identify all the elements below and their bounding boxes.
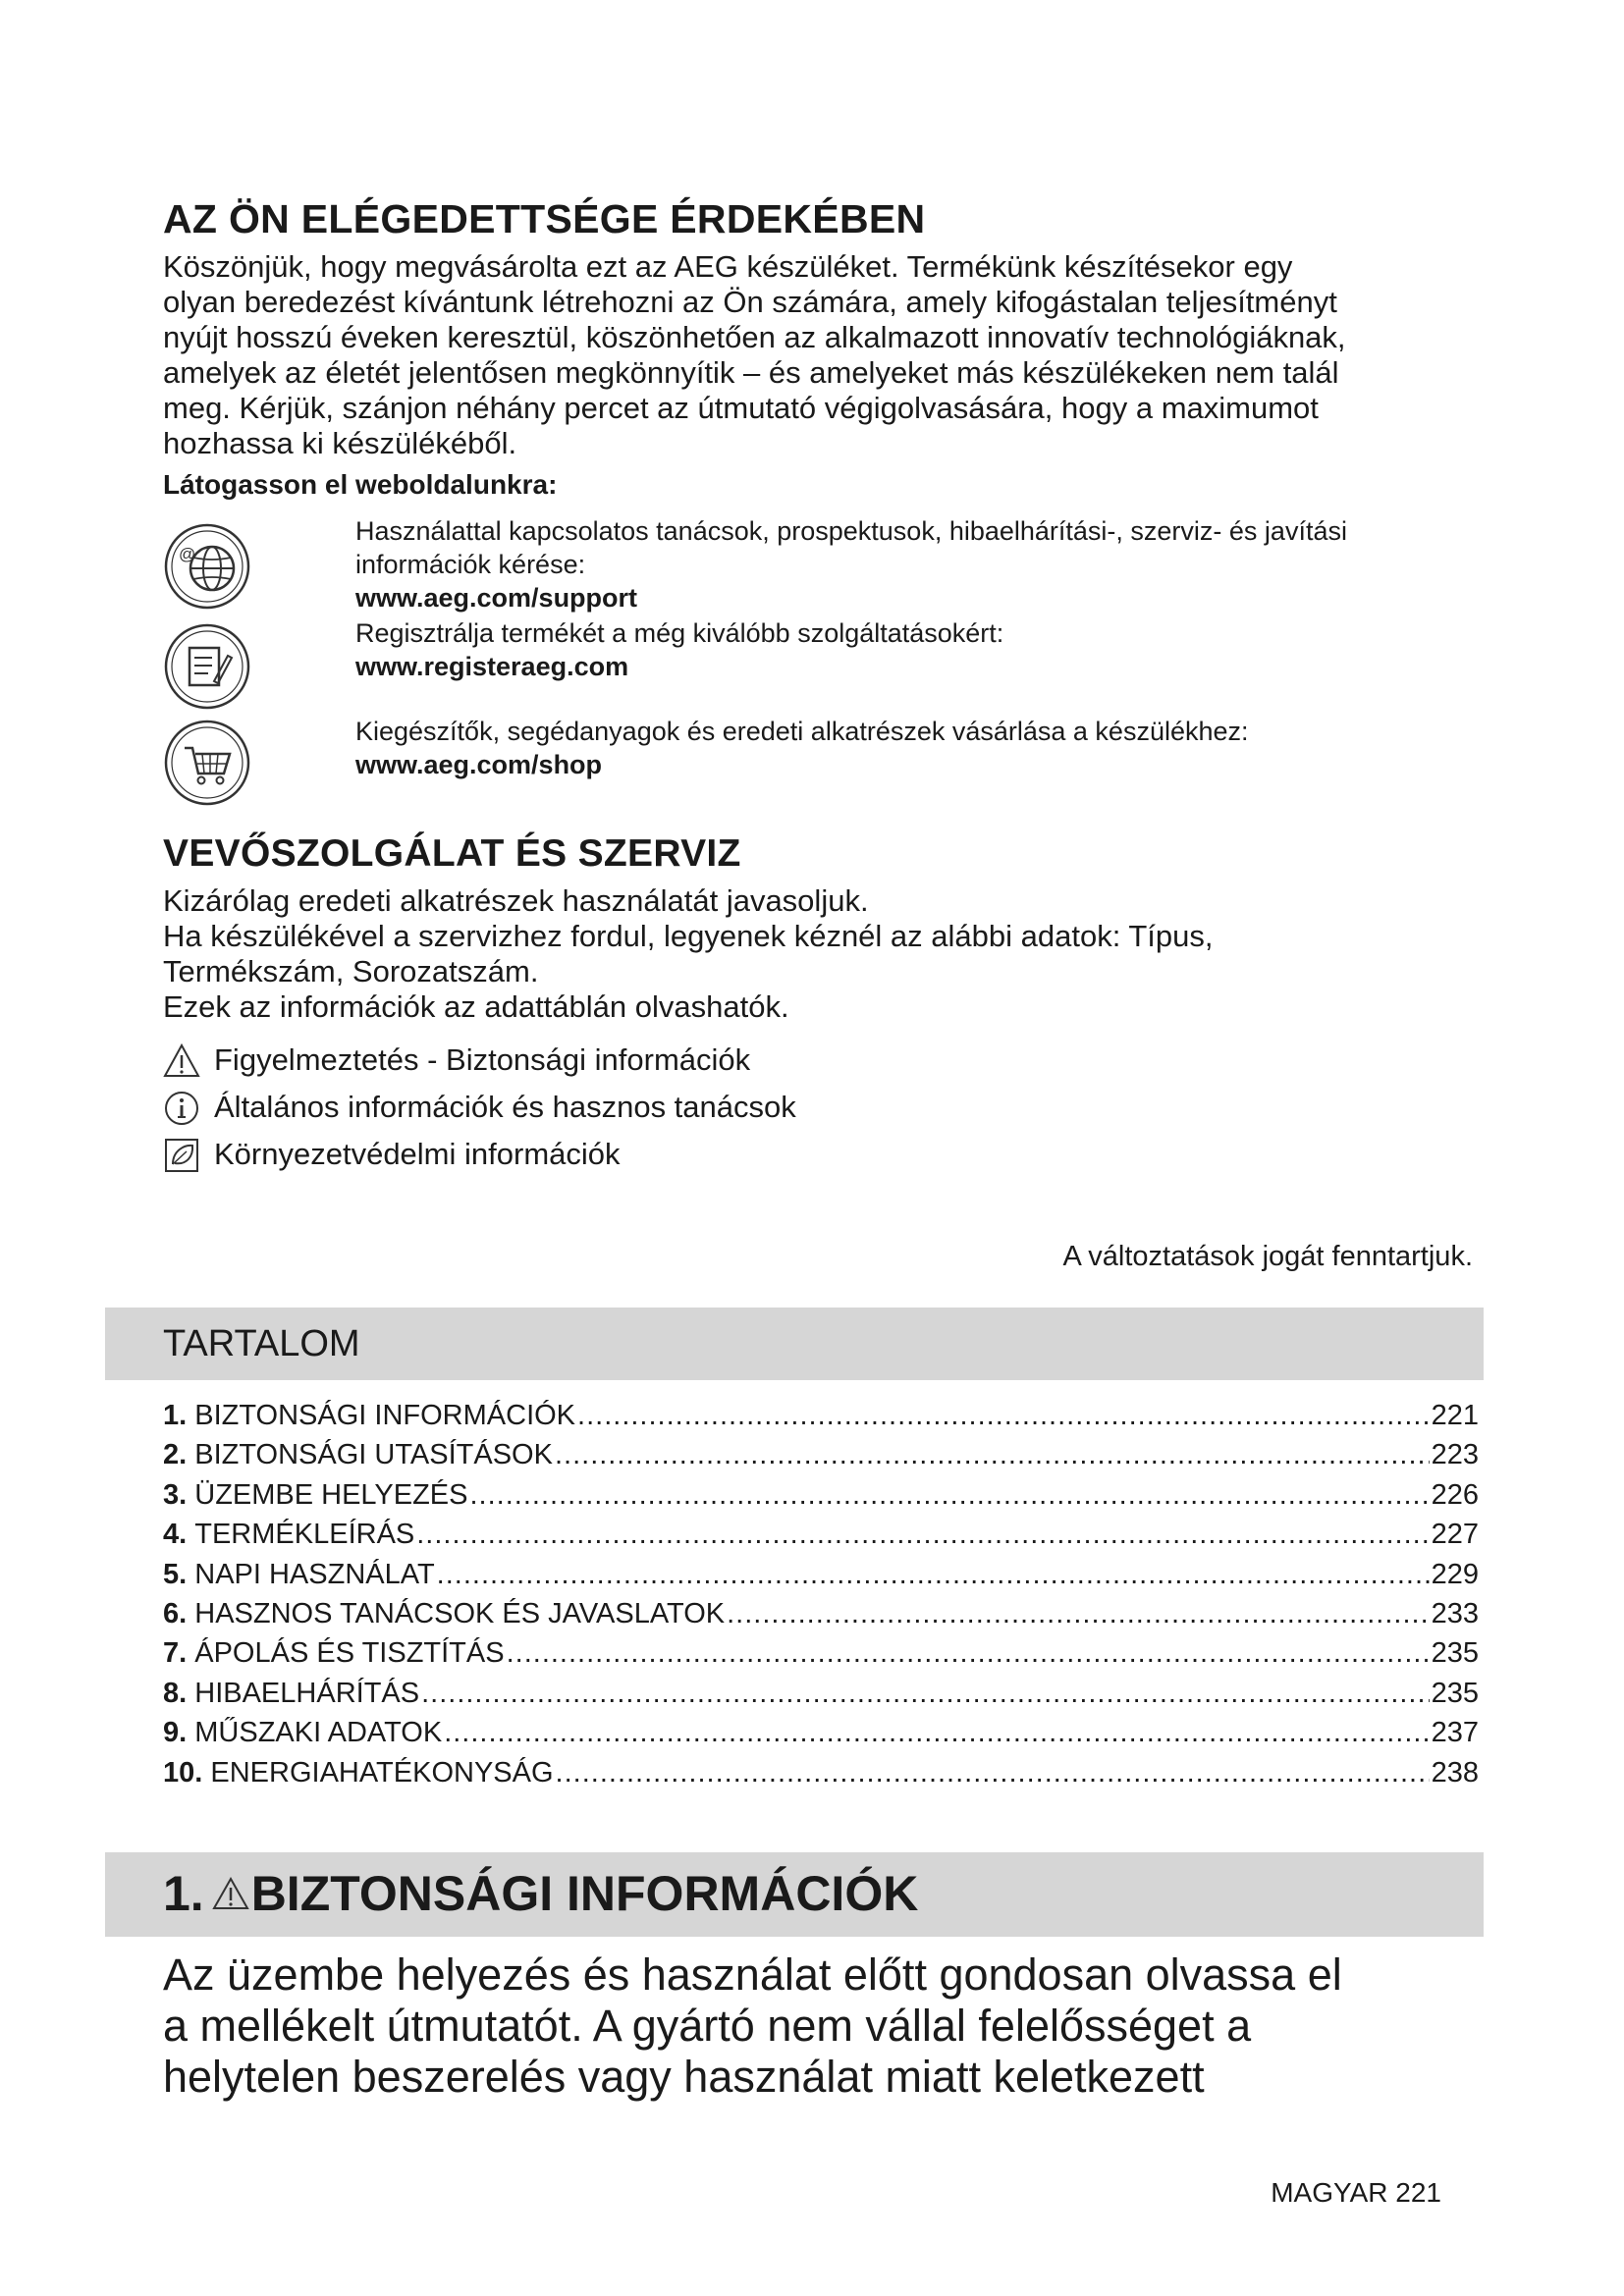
page-footer: MAGYAR 221 bbox=[1271, 2177, 1441, 2208]
toc-item[interactable] bbox=[163, 1753, 1479, 1792]
service-heading: VEVŐSZOLGÁLAT ÉS SZERVIZ bbox=[163, 832, 741, 875]
rights-reserved-note: A változtatások jogát fenntartjuk. bbox=[1062, 1241, 1473, 1272]
intro-line: olyan beredezést kívántunk létrehozni az Ön számára, amely kifogástalan teljesítményt bbox=[163, 285, 1337, 319]
service-line: Kizárólag eredeti alkatrészek használatát javasoljuk. bbox=[163, 883, 869, 918]
toc-leader-dots bbox=[727, 1594, 1429, 1633]
toc-item-label: TERMÉKLEÍRÁS bbox=[194, 1519, 415, 1551]
toc-item-number: 9. bbox=[163, 1717, 188, 1749]
toc-item-page: 229 bbox=[1431, 1558, 1479, 1590]
info-icon bbox=[163, 1090, 200, 1127]
toc-item-number: 3. bbox=[163, 1478, 188, 1511]
toc-item-page: 221 bbox=[1431, 1400, 1479, 1431]
environment-icon bbox=[163, 1137, 200, 1174]
toc-leader-dots bbox=[556, 1753, 1430, 1792]
section-1-line: helytelen beszerelés vagy használat miatt keletkezett bbox=[163, 2052, 1205, 2102]
shop-description: Kiegészítők, segédanyagok és eredeti alkatrészek vásárlása a készülékhez: bbox=[355, 717, 1249, 746]
globe-icon bbox=[163, 522, 251, 611]
warning-icon bbox=[212, 1876, 249, 1911]
toc-item-number: 6. bbox=[163, 1597, 188, 1629]
toc-leader-dots bbox=[421, 1674, 1430, 1713]
shopping-cart-icon bbox=[163, 719, 251, 807]
section-1-intro bbox=[163, 1949, 1489, 2103]
toc-item-page: 238 bbox=[1431, 1756, 1479, 1789]
toc-item-label: MŰSZAKI ADATOK bbox=[194, 1717, 443, 1749]
section-1-heading bbox=[163, 1865, 918, 1922]
service-line: Termékszám, Sorozatszám. bbox=[163, 954, 539, 988]
legend-info bbox=[163, 1086, 1047, 1129]
legend-environment-text: Környezetvédelmi információk bbox=[214, 1137, 621, 1171]
legend-warning-text: Figyelmeztetés - Biztonsági információk bbox=[214, 1042, 751, 1077]
intro-line: nyújt hosszú éveken keresztül, köszönhetően az alkalmazott innovatív technológiáknak, bbox=[163, 320, 1346, 354]
warning-icon bbox=[163, 1042, 200, 1080]
service-paragraph bbox=[163, 883, 1439, 1025]
toc-item-number: 4. bbox=[163, 1519, 188, 1551]
toc-item[interactable] bbox=[163, 1674, 1479, 1713]
toc-item-page: 233 bbox=[1431, 1597, 1479, 1629]
intro-line: Köszönjük, hogy megvásárolta ezt az AEG készüléket. Termékünk készítésekor egy bbox=[163, 249, 1293, 284]
support-url-link[interactable]: www.aeg.com/support bbox=[355, 583, 638, 613]
toc-item-label: HIBAELHÁRÍTÁS bbox=[194, 1677, 420, 1709]
section-1-number: 1. bbox=[163, 1866, 204, 1921]
legend-info-text: Általános információk és hasznos tanácsok bbox=[214, 1090, 796, 1124]
toc-item-label: BIZTONSÁGI UTASÍTÁSOK bbox=[194, 1439, 553, 1471]
legend-warning bbox=[163, 1039, 1047, 1082]
shop-url-link[interactable]: www.aeg.com/shop bbox=[355, 750, 603, 779]
toc-leader-dots bbox=[416, 1515, 1429, 1554]
toc-item-label: ÁPOLÁS ÉS TISZTÍTÁS bbox=[194, 1637, 505, 1670]
toc-leader-dots bbox=[470, 1475, 1430, 1515]
toc-item-page: 223 bbox=[1431, 1439, 1479, 1471]
toc-item[interactable] bbox=[163, 1515, 1479, 1554]
service-line: Ha készülékével a szervizhez fordul, legyenek kéznél az alábbi adatok: Típus, bbox=[163, 919, 1214, 953]
table-of-contents bbox=[163, 1396, 1479, 1792]
toc-leader-dots bbox=[437, 1555, 1430, 1594]
section-1-line: Az üzembe helyezés és használat előtt gondosan olvassa el bbox=[163, 1949, 1342, 2000]
section-1-title: BIZTONSÁGI INFORMÁCIÓK bbox=[250, 1866, 919, 1921]
toc-item-number: 8. bbox=[163, 1677, 188, 1709]
toc-item-label: ÜZEMBE HELYEZÉS bbox=[194, 1478, 468, 1511]
toc-item-page: 237 bbox=[1431, 1717, 1479, 1749]
register-description: Regisztrálja termékét a még kiválóbb szolgáltatásokért: bbox=[355, 618, 1004, 648]
toc-item-number: 2. bbox=[163, 1439, 188, 1471]
toc-item-page: 235 bbox=[1431, 1637, 1479, 1670]
toc-item[interactable] bbox=[163, 1396, 1479, 1435]
toc-title: TARTALOM bbox=[163, 1323, 360, 1364]
toc-leader-dots bbox=[507, 1633, 1430, 1673]
toc-leader-dots bbox=[577, 1396, 1430, 1435]
toc-leader-dots bbox=[444, 1713, 1429, 1752]
intro-line: hozhassa ki készülékéből. bbox=[163, 426, 517, 460]
toc-leader-dots bbox=[555, 1435, 1430, 1474]
satisfaction-heading: AZ ÖN ELÉGEDETTSÉGE ÉRDEKÉBEN bbox=[163, 196, 926, 241]
legend-environment bbox=[163, 1133, 1047, 1176]
service-line: Ezek az információk az adattáblán olvashatók. bbox=[163, 989, 789, 1024]
register-icon bbox=[163, 622, 251, 711]
toc-item-label: BIZTONSÁGI INFORMÁCIÓK bbox=[194, 1400, 576, 1431]
toc-item[interactable] bbox=[163, 1555, 1479, 1594]
toc-item[interactable] bbox=[163, 1713, 1479, 1752]
toc-item-label: NAPI HASZNÁLAT bbox=[194, 1558, 435, 1590]
support-description-cont: információk kérése: bbox=[355, 550, 586, 579]
toc-item[interactable] bbox=[163, 1435, 1479, 1474]
section-1-line: a mellékelt útmutatót. A gyártó nem vállal felelősséget a bbox=[163, 2001, 1252, 2051]
toc-item-page: 235 bbox=[1431, 1677, 1479, 1709]
toc-item-page: 227 bbox=[1431, 1519, 1479, 1551]
toc-item[interactable] bbox=[163, 1594, 1479, 1633]
toc-item[interactable] bbox=[163, 1633, 1479, 1673]
register-url-link[interactable]: www.registeraeg.com bbox=[355, 652, 629, 681]
toc-item[interactable] bbox=[163, 1475, 1479, 1515]
toc-item-number: 1. bbox=[163, 1400, 188, 1431]
toc-item-label: ENERGIAHATÉKONYSÁG bbox=[210, 1756, 554, 1789]
intro-line: meg. Kérjük, szánjon néhány percet az útmutató végigolvasására, hogy a maximumot bbox=[163, 391, 1319, 425]
svg-text:@: @ bbox=[179, 545, 196, 563]
toc-item-number: 7. bbox=[163, 1637, 188, 1670]
intro-paragraph bbox=[163, 249, 1479, 461]
toc-item-page: 226 bbox=[1431, 1478, 1479, 1511]
intro-line: amelyek az életét jelentősen megkönnyítik – és amelyeket más készülékeken nem talál bbox=[163, 355, 1339, 390]
toc-item-number: 10. bbox=[163, 1756, 203, 1789]
support-description: Használattal kapcsolatos tanácsok, prospektusok, hibaelhárítási-, szerviz- és javítási bbox=[355, 516, 1347, 546]
toc-item-label: HASZNOS TANÁCSOK ÉS JAVASLATOK bbox=[194, 1597, 726, 1629]
visit-website-label: Látogasson el weboldalunkra: bbox=[163, 469, 558, 500]
toc-item-number: 5. bbox=[163, 1558, 188, 1590]
